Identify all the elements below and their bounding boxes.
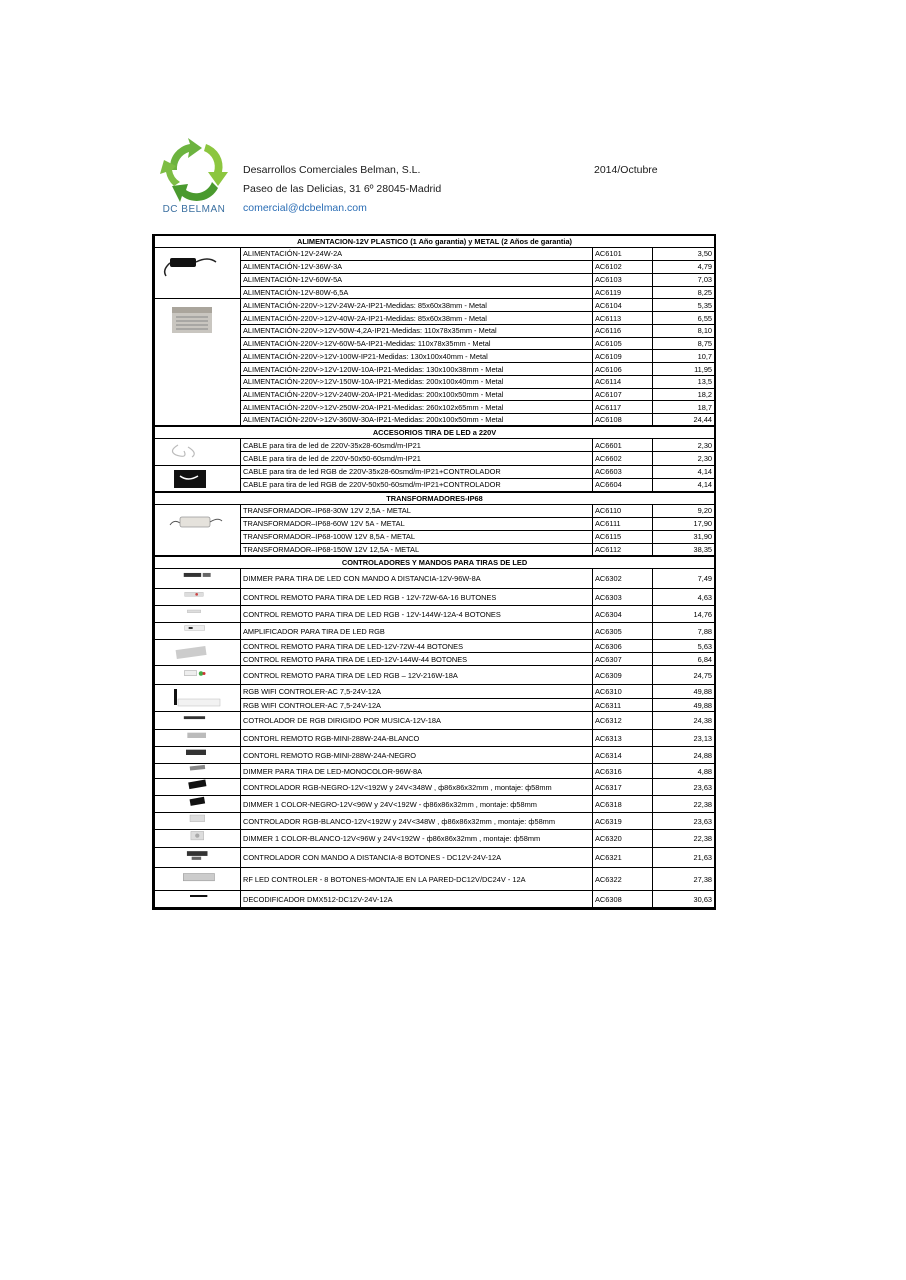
table-row [155, 796, 715, 813]
product-description: ALIMENTACIÓN-220V->12V-240W-20A-IP21-Medidas: 200x100x50mm - Metal [241, 388, 593, 401]
product-code: AC6314 [593, 747, 653, 764]
product-price: 10,7 [653, 350, 715, 363]
product-description: RGB WIFI CONTROLER-AC 7,5-24V-12A [241, 698, 593, 712]
product-description: COTROLADOR DE RGB DIRIGIDO POR MUSICA-12V-18A [241, 712, 593, 730]
product-description: ALIMENTACIÓN-220V->12V-24W-2A-IP21-Medidas: 85x60x38mm - Metal [241, 299, 593, 312]
product-description: TRANSFORMADOR–IP68-30W 12V 2,5A - METAL [241, 504, 593, 517]
product-code: AC6601 [593, 439, 653, 452]
rgb-remote-small-icon [158, 606, 238, 622]
metal-power-supply-icon [158, 299, 238, 425]
product-image [155, 848, 241, 868]
wifi-controller-icon [158, 685, 238, 711]
product-price: 14,76 [653, 606, 715, 623]
mini-remote-white-icon [158, 730, 238, 746]
ip68-transformer-icon [158, 505, 238, 555]
product-code: AC6307 [593, 653, 653, 666]
product-code: AC6319 [593, 813, 653, 830]
product-description: ALIMENTACIÓN-12V-36W-3A [241, 260, 593, 273]
recycle-arrows-icon [160, 138, 228, 202]
company-email[interactable]: comercial@dcbelman.com [243, 202, 367, 214]
product-price: 22,38 [653, 830, 715, 848]
product-code: AC6305 [593, 623, 653, 640]
product-code: AC6322 [593, 868, 653, 891]
product-description: TRANSFORMADOR–IP68-60W 12V 5A - METAL [241, 517, 593, 530]
product-description: ALIMENTACIÓN-220V->12V-360W-30A-IP21-Medidas: 200x100x50mm - Metal [241, 414, 593, 427]
product-price: 22,38 [653, 796, 715, 813]
product-code: AC6101 [593, 248, 653, 261]
rf-wall-controller-icon [158, 868, 238, 890]
table-row [155, 589, 715, 606]
product-description: ALIMENTACIÓN-12V-60W-5A [241, 273, 593, 286]
section-title: TRANSFORMADORES-IP68 [155, 492, 715, 505]
product-description: ALIMENTACIÓN-220V->12V-150W-10A-IP21-Medidas: 200x100x40mm - Metal [241, 375, 593, 388]
product-description: DIMMER 1 COLOR-BLANCO-12V<96W y 24V<192W - ф86x86x32mm , montaje: ф58mm [241, 830, 593, 848]
company-name: Desarrollos Comerciales Belman, S.L. [243, 164, 421, 176]
product-description: DIMMER 1 COLOR-NEGRO-12V<96W y 24V<192W - ф86x86x32mm , montaje: ф58mm [241, 796, 593, 813]
product-description: ALIMENTACIÓN-220V->12V-50W-4,2A-IP21-Medidas: 110x78x35mm - Metal [241, 324, 593, 337]
product-price: 4,14 [653, 465, 715, 478]
product-price: 23,63 [653, 813, 715, 830]
product-price: 8,25 [653, 286, 715, 299]
product-price: 38,35 [653, 543, 715, 556]
product-description: CONTROL REMOTO PARA TIRA DE LED RGB - 12V-144W-12A-4 BOTONES [241, 606, 593, 623]
product-image [155, 779, 241, 796]
product-description: CONTORL REMOTO RGB-MINI-288W-24A-NEGRO [241, 747, 593, 764]
product-code: AC6115 [593, 530, 653, 543]
product-price: 9,20 [653, 504, 715, 517]
product-price: 13,5 [653, 375, 715, 388]
logo-text: DC BELMAN [162, 204, 226, 215]
product-price: 49,88 [653, 698, 715, 712]
product-price: 8,75 [653, 337, 715, 350]
product-description: CABLE para tira de led de 220V-35x28-60smd/m-IP21 [241, 439, 593, 452]
table-row [155, 439, 715, 452]
product-description: ALIMENTACIÓN-220V->12V-250W-20A-IP21-Medidas: 260x102x65mm - Metal [241, 401, 593, 414]
product-description: CONTROLADOR CON MANDO A DISTANCIA-8 BOTONES - DC12V-24V-12A [241, 848, 593, 868]
section-title: CONTROLADORES Y MANDOS PARA TIRAS DE LED [155, 556, 715, 569]
product-price: 21,63 [653, 848, 715, 868]
section-header [155, 426, 715, 439]
product-code: AC6117 [593, 401, 653, 414]
product-code: AC6104 [593, 299, 653, 312]
wall-panel-black-icon [158, 779, 238, 795]
product-code: AC6114 [593, 375, 653, 388]
product-description: CONTROL REMOTO PARA TIRA DE LED-12V-144W-44 BOTONES [241, 653, 593, 666]
product-price: 17,90 [653, 517, 715, 530]
music-controller-icon [158, 712, 238, 729]
product-code: AC6105 [593, 337, 653, 350]
product-price: 27,38 [653, 868, 715, 891]
table-row [155, 730, 715, 747]
table-row [155, 712, 715, 730]
product-price: 24,44 [653, 414, 715, 427]
product-code: AC6311 [593, 698, 653, 712]
table-row [155, 779, 715, 796]
table-row [155, 623, 715, 640]
product-code: AC6303 [593, 589, 653, 606]
price-table [154, 236, 715, 908]
product-price: 49,88 [653, 685, 715, 699]
product-price: 24,88 [653, 747, 715, 764]
product-description: CABLE para tira de led RGB de 220V-35x28-60smd/m-IP21+CONTROLADOR [241, 465, 593, 478]
table-row [155, 465, 715, 478]
product-description: CONTORL REMOTO RGB-MINI-288W-24A-BLANCO [241, 730, 593, 747]
dc-belman-logo [152, 130, 236, 218]
table-row [155, 504, 715, 517]
table-row [155, 747, 715, 764]
product-price: 7,88 [653, 623, 715, 640]
product-code: AC6320 [593, 830, 653, 848]
dimmer-panel-black-icon [158, 796, 238, 812]
product-price: 11,95 [653, 363, 715, 376]
product-code: AC6302 [593, 569, 653, 589]
section-header [155, 492, 715, 505]
table-row [155, 891, 715, 908]
product-price: 4,88 [653, 764, 715, 779]
product-code: AC6313 [593, 730, 653, 747]
product-price: 3,50 [653, 248, 715, 261]
product-description: CONTROLADOR RGB-BLANCO-12V<192W y 24V<348W , ф86x86x32mm , montaje: ф58mm [241, 813, 593, 830]
product-price: 2,30 [653, 452, 715, 465]
product-image [155, 640, 241, 666]
product-code: AC6119 [593, 286, 653, 299]
product-description: ALIMENTACIÓN-12V-24W-2A [241, 248, 593, 261]
product-description: AMPLIFICADOR PARA TIRA DE LED RGB [241, 623, 593, 640]
company-address: Paseo de las Delicias, 31 6º 28045-Madrid [243, 183, 442, 195]
black-power-adapter-icon [158, 248, 238, 298]
table-row [155, 764, 715, 779]
product-description: CABLE para tira de led RGB de 220V-50x50-60smd/m-IP21+CONTROLADOR [241, 478, 593, 491]
product-price: 5,63 [653, 640, 715, 653]
product-code: AC6103 [593, 273, 653, 286]
amplifier-icon [158, 623, 238, 639]
product-price: 5,35 [653, 299, 715, 312]
product-code: AC6309 [593, 666, 653, 685]
product-image [155, 868, 241, 891]
product-code: AC6111 [593, 517, 653, 530]
product-price: 18,7 [653, 401, 715, 414]
product-description: TRANSFORMADOR–IP68-100W 12V 8,5A - METAL [241, 530, 593, 543]
product-description: ALIMENTACIÓN-220V->12V-40W-2A-IP21-Medidas: 85x60x38mm - Metal [241, 312, 593, 325]
product-image [155, 623, 241, 640]
product-image [155, 504, 241, 556]
white-cable-icon [158, 439, 238, 464]
table-row [155, 848, 715, 868]
product-description: DECODIFICADOR DMX512-DC12V-24V-12A [241, 891, 593, 908]
product-code: AC6110 [593, 504, 653, 517]
product-description: DIMMER PARA TIRA DE LED CON MANDO A DISTANCIA-12V-96W-8A [241, 569, 593, 589]
product-image [155, 830, 241, 848]
product-code: AC6107 [593, 388, 653, 401]
product-image [155, 569, 241, 589]
product-code: AC6321 [593, 848, 653, 868]
table-row [155, 868, 715, 891]
product-code: AC6312 [593, 712, 653, 730]
product-code: AC6106 [593, 363, 653, 376]
product-code: AC6116 [593, 324, 653, 337]
product-image [155, 299, 241, 427]
rgb-controller-icon [158, 666, 238, 684]
product-image [155, 589, 241, 606]
product-code: AC6310 [593, 685, 653, 699]
product-image [155, 764, 241, 779]
product-price: 24,38 [653, 712, 715, 730]
product-description: RF LED CONTROLER - 8 BOTONES-MONTAJE EN LA PARED-DC12V/DC24V - 12A [241, 868, 593, 891]
product-image [155, 712, 241, 730]
mono-dimmer-icon [158, 764, 238, 778]
table-row [155, 813, 715, 830]
product-code: AC6604 [593, 478, 653, 491]
product-price: 23,63 [653, 779, 715, 796]
table-row [155, 248, 715, 261]
section-header [155, 556, 715, 569]
product-price: 24,75 [653, 666, 715, 685]
table-row [155, 640, 715, 653]
product-description: ALIMENTACIÓN-12V-80W-6,5A [241, 286, 593, 299]
product-code: AC6102 [593, 260, 653, 273]
table-row [155, 606, 715, 623]
product-image [155, 747, 241, 764]
table-row [155, 685, 715, 699]
product-price: 7,03 [653, 273, 715, 286]
product-description: CONTROLADOR RGB-NEGRO-12V<192W y 24V<348W , ф86x86x32mm , montaje: ф58mm [241, 779, 593, 796]
dimmer-remote-icon [158, 569, 238, 588]
dimmer-panel-white-icon [158, 830, 238, 847]
product-description: RGB WIFI CONTROLER-AC 7,5-24V-12A [241, 685, 593, 699]
section-title: ALIMENTACION-12V PLASTICO (1 Año garantia) y METAL (2 Años de garantia) [155, 236, 715, 248]
rgb-remote-icon [158, 589, 238, 605]
product-description: CONTROL REMOTO PARA TIRA DE LED RGB - 12V-72W-6A-16 BUTONES [241, 589, 593, 606]
product-image [155, 666, 241, 685]
price-list-table [152, 234, 716, 910]
product-image [155, 813, 241, 830]
product-code: AC6108 [593, 414, 653, 427]
product-description: DIMMER PARA TIRA DE LED-MONOCOLOR-96W-8A [241, 764, 593, 779]
product-code: AC6318 [593, 796, 653, 813]
product-code: AC6304 [593, 606, 653, 623]
table-row [155, 830, 715, 848]
document-date: 2014/Octubre [594, 164, 658, 176]
product-code: AC6109 [593, 350, 653, 363]
section-title: ACCESORIOS TIRA DE LED a 220V [155, 426, 715, 439]
table-row [155, 666, 715, 685]
rgb-cable-controller-icon [158, 466, 238, 491]
product-price: 6,55 [653, 312, 715, 325]
product-price: 2,30 [653, 439, 715, 452]
product-code: AC6308 [593, 891, 653, 908]
product-image [155, 248, 241, 299]
product-code: AC6317 [593, 779, 653, 796]
product-price: 4,63 [653, 589, 715, 606]
dmx-decoder-icon [158, 891, 238, 907]
product-description: CONTROL REMOTO PARA TIRA DE LED RGB – 12V-216W-18A [241, 666, 593, 685]
product-code: AC6306 [593, 640, 653, 653]
product-image [155, 439, 241, 465]
table-row [155, 569, 715, 589]
product-code: AC6113 [593, 312, 653, 325]
remote-8-button-icon [158, 848, 238, 867]
company-info [243, 161, 441, 218]
product-code: AC6316 [593, 764, 653, 779]
product-price: 31,90 [653, 530, 715, 543]
product-price: 8,10 [653, 324, 715, 337]
touch-remote-icon [158, 640, 238, 665]
product-image [155, 730, 241, 747]
product-description: CONTROL REMOTO PARA TIRA DE LED-12V-72W-44 BOTONES [241, 640, 593, 653]
product-price: 4,79 [653, 260, 715, 273]
product-image [155, 796, 241, 813]
product-description: TRANSFORMADOR–IP68-150W 12V 12,5A - METAL [241, 543, 593, 556]
product-description: ALIMENTACIÓN-220V->12V-120W-10A-IP21-Medidas: 130x100x38mm - Metal [241, 363, 593, 376]
product-price: 7,49 [653, 569, 715, 589]
product-description: ALIMENTACIÓN-220V->12V-60W-5A-IP21-Medidas: 110x78x35mm - Metal [241, 337, 593, 350]
product-description: ALIMENTACIÓN-220V->12V-100W-IP21-Medidas: 130x100x40mm - Metal [241, 350, 593, 363]
product-price: 6,84 [653, 653, 715, 666]
section-header [155, 236, 715, 248]
product-code: AC6602 [593, 452, 653, 465]
product-image [155, 606, 241, 623]
product-price: 18,2 [653, 388, 715, 401]
product-code: AC6112 [593, 543, 653, 556]
product-code: AC6603 [593, 465, 653, 478]
mini-remote-black-icon [158, 747, 238, 763]
product-description: CABLE para tira de led de 220V-50x50-60smd/m-IP21 [241, 452, 593, 465]
wall-panel-white-icon [158, 813, 238, 829]
table-row [155, 299, 715, 312]
product-price: 4,14 [653, 478, 715, 491]
product-image [155, 465, 241, 492]
product-image [155, 685, 241, 712]
product-price: 30,63 [653, 891, 715, 908]
product-price: 23,13 [653, 730, 715, 747]
product-image [155, 891, 241, 908]
